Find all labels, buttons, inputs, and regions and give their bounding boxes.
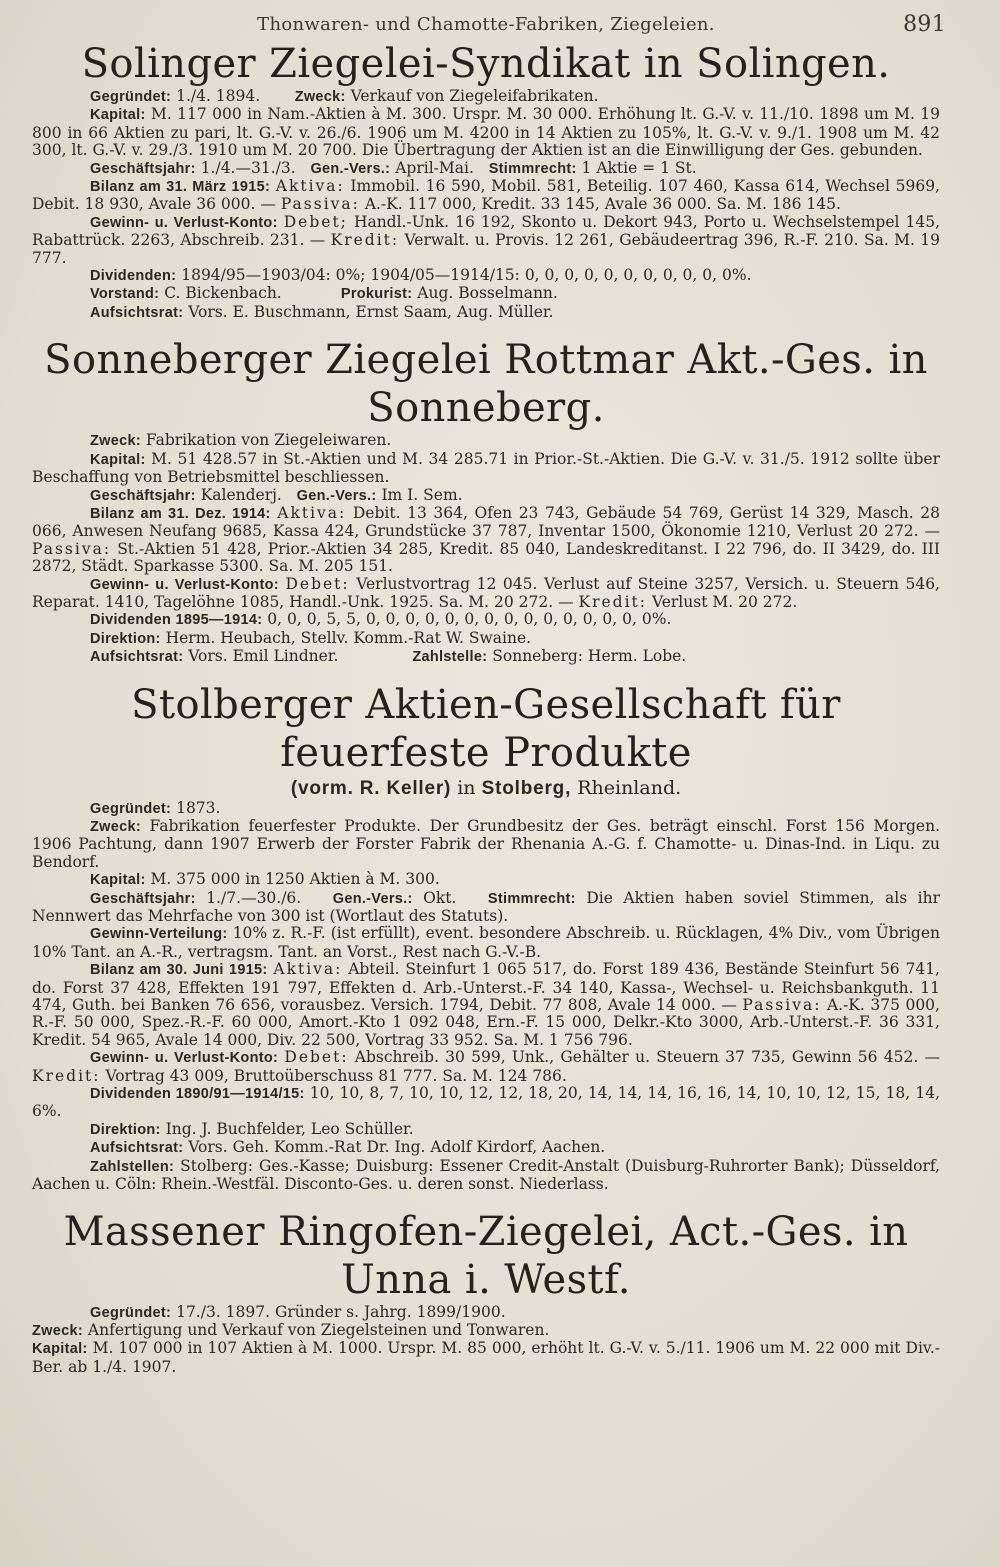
dividends-line: Dividenden: 1894/95—1903/04: 0%; 1904/05—1914/15: 0, 0, 0, 0, 0, 0, 0, 0, 0, 0, 0%. [90, 266, 752, 285]
running-head [32, 10, 946, 40]
fiscal-paragraph: Geschäftsjahr: 1./7.—30./6. Gen.-Vers.: Okt. Stimmrecht: Die Aktien haben soviel Stimmen, als ihr Nennwert das Mehrfache von 300 ist (Wortlaut des Statuts). [32, 888, 941, 925]
purpose-paragraph: Zweck: Fabrikation feuerfester Produkte. Der Grundbesitz der Ges. beträgt einschl. Forst 156 Morgen. 1906 Pachtung, dann 1907 Erwerb der Forster Fabrik der Rhenania A.-G. f. Chamotte- u. Dinas-Ind. in Liqu. zu Bendorf. [32, 816, 940, 871]
dividends-paragraph: Dividenden 1890/91—1914/15: 10, 10, 8, 7, 10, 10, 12, 12, 18, 20, 14, 14, 14, 16, 16, 14, 10, 10, 12, 15, 18, 14, 6%. [32, 1084, 940, 1121]
capital-line: Kapital: M. 375 000 in 1250 Aktien à M. 300. [90, 870, 440, 889]
founded-line: Gegründet: 1./4. 1894. Zweck: Verkauf von Ziegeleifabrikaten. [90, 87, 599, 105]
company-title: Solinger Ziegelei-Syndikat in Solingen. [81, 41, 891, 87]
purpose-line: Zweck: Fabrikation von Ziegeleiwaren. [90, 431, 392, 450]
supervisory-board-line: Aufsichtsrat: Vors. Geh. Komm.-Rat Dr. Ing. Adolf Kirdorf, Aachen. [90, 1138, 606, 1157]
capital-paragraph: Kapital: M. 51 428.57 in St.-Aktien und M. 34 285.71 in Prior.-St.-Aktien. Die G.-V. v. 31./5. 1912 sollte über Beschaffung von Betriebsmittel beschliessen. [32, 449, 941, 487]
fiscal-line: Geschäftsjahr: Kalenderj. Gen.-Vers.: Im I. Sem. [90, 485, 463, 504]
company-subtitle: (vorm. R. Keller) in Stolberg, Rheinland. [290, 776, 682, 799]
entry-solingen [32, 40, 940, 322]
supervisory-board-line: Aufsichtsrat: Vors. Emil Lindner. Zahlstelle: Sonneberg: Herm. Lobe. [90, 647, 687, 666]
company-title: Sonneberger Ziegelei Rottmar Akt.-Ges. in Sonneberg. [44, 337, 928, 432]
fiscal-line: Geschäftsjahr: 1./4.—31./3. Gen.-Vers.: April-Mai. Stimmrecht: 1 Aktie = 1 St. [90, 158, 697, 177]
running-title: Thonwaren- und Chamotte-Fabriken, Ziegeleien. [257, 14, 715, 35]
capital-paragraph: Kapital: M. 107 000 in 107 Aktien à M. 1000. Urspr. M. 85 000, erhöht lt. G.-V. v. 5./11. 1906 um M. 22 000 mit Div.-Ber. ab 1./4. 1907. [32, 1339, 940, 1376]
paying-agents-paragraph: Zahlstellen: Stolberg: Ges.-Kasse; Duisburg: Essener Credit-Anstalt (Duisburg-Ruhrorter Bank); Düsseldorf, Aachen u. Cöln: Rhein.-Westfäl. Disconto-Ges. u. deren sonst. Niederlass. [32, 1156, 940, 1194]
balance-paragraph: Bilanz am 31. März 1915: Aktiva: Immobil. 16 590, Mobil. 581, Beteilig. 107 460, Kassa 614, Wechsel 5969, Debit. 18 930, Avale 36 000. — Passiva: A.-K. 117 000, Kredit. 33 145, Avale 36 000. Sa. M. 186 145. [32, 177, 940, 214]
page-number: 891 [903, 12, 946, 37]
company-title: Massener Ringofen-Ziegelei, Act.-Ges. in Unna i. Westf. [63, 1208, 909, 1303]
entry-sonneberg [32, 336, 940, 666]
balance-paragraph: Bilanz am 30. Juni 1915: Aktiva: Abteil. Steinfurt 1 065 517, do. Forst 189 436, Bestände Steinfurt 56 741, do. Forst 37 428, Effekten 191 797, Effekten d. Arb.-Unterst.-F. 34 140, Kassa-, Wechsel- u. Reichsbankguth. 11 474, Guth. bei Banken 76 656, vorausbez. Versich. 1794, Debit. 77 808, Avale 14 000. — Passiva: A.-K. 375 000, R.-F. 50 000, Spez.-R.-F. 60 000, Amort.-Kto 1 092 048, Ern.-F. 15 000, Delkr.-Kto 3000, Arb.-Unterst.-F. 36 331, Kredit. 54 965, Avale 14 000, Div. 22 500, Vortrag 33 952. Sa. M. 1 756 796. [32, 960, 940, 1049]
management-line: Direktion: Herm. Heubach, Stellv. Komm.-Rat W. Swaine. [90, 628, 532, 647]
profit-loss-paragraph: Gewinn- u. Verlust-Konto: Debet: Abschreib. 30 599, Unk., Gehälter u. Steuern 37 735, Gewinn 56 452. — Kredit: Vortrag 43 009, Bruttoüberschuss 81 777. Sa. M. 124 786. [32, 1048, 940, 1085]
purpose-line: Zweck: Anfertigung und Verkauf von Ziegelsteinen und Tonwaren. [32, 1320, 550, 1339]
profit-loss-paragraph: Gewinn- u. Verlust-Konto: Debet; Handl.-Unk. 16 192, Skonto u. Dekort 943, Porto u. Wechselstempel 145, Rabattrück. 2263, Abschreib. 231. — Kredit: Verwalt. u. Provis. 12 261, Gebäudeertrag 396, R.-F. 210. Sa. M. 19 777. [32, 212, 940, 267]
balance-paragraph: Bilanz am 31. Dez. 1914: Aktiva: Debit. 13 364, Ofen 23 743, Gebäude 54 769, Gerüst 14 329, Masch. 28 066, Anwesen Neufang 9685, Kassa 424, Grundstücke 37 787, Inventar 1500, Ökonomie 1210, Verlust 20 272. — Passiva: St.-Aktien 51 428, Prior.-Aktien 34 285, Kredit. 85 040, Landeskreditanst. I 22 796, do. II 3429, do. III 2872, Städt. Sparkasse 5300. Sa. M. 205 151. [32, 503, 941, 576]
entry-unna [32, 1208, 940, 1377]
profit-distribution-paragraph: Gewinn-Verteilung: 10% z. R.-F. (ist erfüllt), event. besondere Abschreib. u. Rücklagen, 4% Div., vom Übrigen 10% Tant. an A.-R., vertragsm. Tant. an Vorst., Rest nach G.-V.-B. [32, 924, 940, 961]
management-line: Direktion: Ing. J. Buchfelder, Leo Schüller. [90, 1119, 414, 1138]
supervisory-board-line: Aufsichtsrat: Vors. E. Buschmann, Ernst Saam, Aug. Müller. [90, 302, 554, 321]
dividends-line: Dividenden 1895—1914: 0, 0, 0, 5, 5, 0, 0, 0, 0, 0, 0, 0, 0, 0, 0, 0, 0, 0, 0, 0%. [90, 610, 672, 629]
company-title: Stolberger Aktien-Gesellschaft für feuerfeste Produkte [131, 681, 841, 776]
board-line: Vorstand: C. Bickenbach. Prokurist: Aug. Bosselmann. [90, 284, 558, 303]
capital-paragraph: Kapital: M. 117 000 in Nam.-Aktien à M. 300. Urspr. M. 30 000. Erhöhung lt. G.-V. v. 11./10. 1898 um M. 19 800 in 66 Aktien zu pari, lt. G.-V. v. 26./6. 1906 um M. 4200 in 14 Aktien zu 105%, lt. G.-V. v. 9./1. 1908 um M. 42 300, lt. G.-V. v. 29./3. 1910 um M. 20 700. Die Übertragung der Aktien ist an die Einwilligung der Ges. gebunden. [32, 105, 940, 160]
founded-line: Gegründet: 1873. [90, 798, 221, 817]
entry-stolberg [32, 681, 940, 1194]
profit-loss-paragraph: Gewinn- u. Verlust-Konto: Debet: Verlustvortrag 12 045. Verlust auf Steine 3257, Versich. u. Steuern 546, Reparat. 1410, Tagelöhne 1085, Handl.-Unk. 1925. Sa. M. 20 272. — Kredit: Verlust M. 20 272. [32, 574, 940, 611]
founded-line: Gegründet: 17./3. 1897. Gründer s. Jahrg. 1899/1900. [90, 1302, 506, 1321]
